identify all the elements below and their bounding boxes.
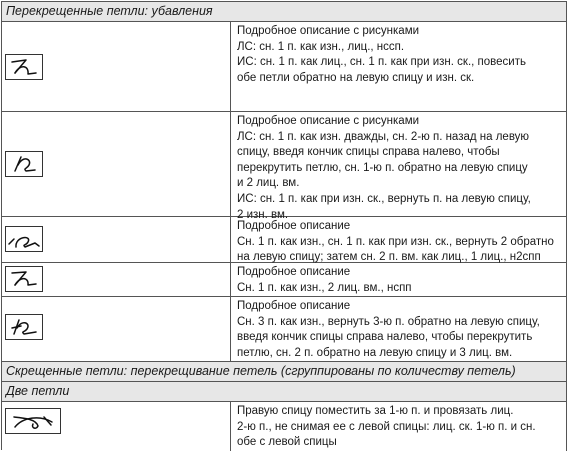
desc-line: Подробное описание с рисунками — [237, 115, 420, 127]
section-header-crossed-cables: Скрещенные петли: перекрещивание петель (сгруппированы по количеству петель) — [2, 362, 567, 382]
section-header-crossed-decreases: Перекрещенные петли: убавления — [2, 2, 567, 22]
crossed-double-decrease-icon — [5, 226, 43, 252]
description — [237, 265, 560, 296]
crossed-decrease-simple-icon — [5, 266, 43, 292]
desc-line: Подробное описание — [237, 266, 351, 278]
crossed-decrease-right-icon — [5, 151, 43, 177]
description — [237, 219, 560, 266]
knitting-symbol-table — [1, 1, 567, 450]
desc-line: обе петли обратно на левую спицу и изн. ск. — [237, 71, 475, 84]
description — [237, 404, 560, 451]
symbol-cell — [2, 297, 231, 361]
description — [237, 299, 560, 361]
desc-line: на левую спицу; затем сн. 2 п. вм. как лиц., 1 лиц., н2спп — [237, 251, 541, 264]
symbol-cell — [2, 112, 231, 216]
crossed-decrease-left-icon — [5, 54, 43, 80]
desc-line: Подробное описание — [237, 220, 351, 232]
desc-line: петлю, сн. 2 п. обратно на левую спицу и 3 лиц. вм. — [237, 346, 513, 359]
desc-line: ЛС: сн. 1 п. как изн. дважды, сн. 2-ю п. назад на левую — [237, 130, 530, 143]
desc-line: Подробное описание с рисунками — [237, 25, 420, 37]
table-row — [2, 217, 567, 263]
desc-line: Подробное описание — [237, 300, 351, 312]
table-row — [2, 297, 567, 362]
desc-line: 2-ю п., не снимая ее с левой спицы: лиц. ск. 1-ю п. и сн. — [237, 420, 536, 433]
description — [237, 114, 560, 223]
table-row — [2, 112, 567, 221]
table-row — [2, 22, 567, 112]
desc-line: обе с левой спицы — [237, 436, 337, 449]
symbol-cell — [2, 22, 231, 111]
description — [237, 24, 560, 86]
desc-line: Сн. 1 п. как изн., 2 лиц. вм., нспп — [237, 281, 412, 294]
desc-line: спицу, введя кончик спицы справа налево, чтобы — [237, 146, 500, 159]
symbol-cell — [2, 263, 231, 296]
symbol-cell — [2, 217, 231, 262]
desc-line: Сн. 1 п. как изн., сн. 1 п. как при изн. ск., вернуть 2 обратно — [237, 235, 554, 248]
desc-line: и 2 лиц. вм. — [237, 177, 300, 190]
table-row — [2, 263, 567, 297]
desc-line: ИС: сн. 1 п. как лиц., сн. 1 п. как при изн. ск., повесить — [237, 56, 526, 69]
desc-line: перекрутить петлю, сн. 1-ю п. обратно на левую спицу — [237, 161, 528, 174]
desc-line: Правую спицу поместить за 1-ю п. и провязать лиц. — [237, 405, 514, 417]
table-row — [2, 402, 567, 451]
two-stitch-cross-icon — [5, 408, 61, 434]
desc-line: ИС: сн. 1 п. как при изн. ск., вернуть п. на левую спицу, — [237, 192, 531, 205]
symbol-cell — [2, 402, 231, 451]
desc-line: Сн. 3 п. как изн., вернуть 3-ю п. обратно на левую спицу, — [237, 315, 540, 328]
section-header-two-stitches: Две петли — [2, 382, 567, 402]
desc-line: введя кончик спицы справа налево, чтобы перекрутить — [237, 331, 533, 344]
desc-line: ЛС: сн. 1 п. как изн., лиц., нссп. — [237, 40, 405, 53]
crossed-three-decrease-icon — [5, 314, 43, 340]
desc-line: 2 изн. вм. — [237, 208, 289, 221]
